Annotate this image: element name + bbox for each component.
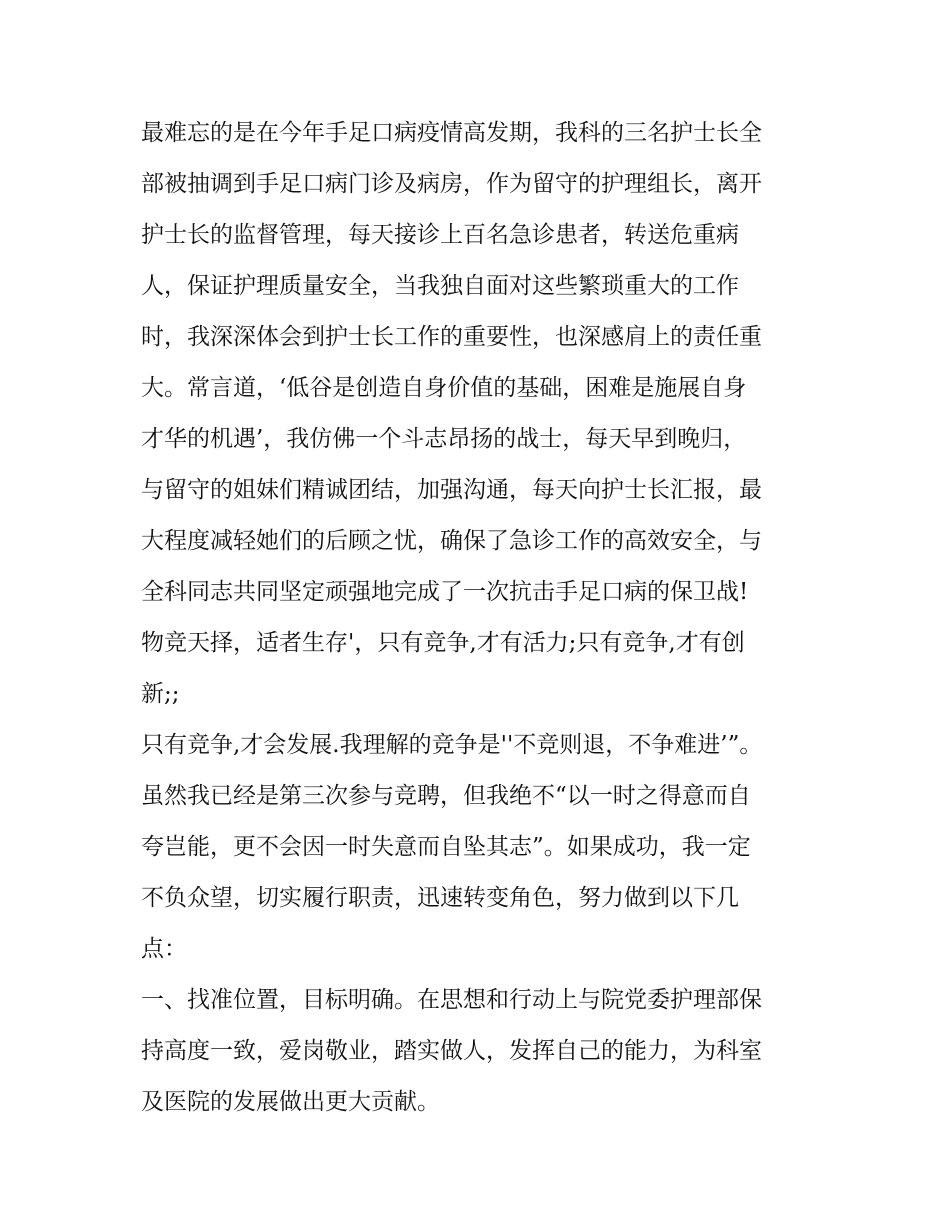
text-line: 与留守的姐妹们精诚团结，加强沟通，每天向护士长汇报，最 <box>141 477 762 503</box>
text-line: 人，保证护理质量安全，当我独自面对这些繁琐重大的工作 <box>141 273 739 299</box>
text-line: 持高度一致，爱岗敬业，踏实做人，发挥自己的能力，为科室 <box>141 1038 762 1064</box>
text-line: 时，我深深体会到护士长工作的重要性，也深感肩上的责任重 <box>141 324 762 350</box>
text-line: 及医院的发展做出更大贡献。 <box>141 1089 440 1115</box>
text-line: 点： <box>141 936 187 962</box>
text-line: 夸岂能，更不会因一时失意而自坠其志”。如果成功，我一定 <box>141 834 751 860</box>
text-line: 虽然我已经是第三次参与竞聘，但我绝不“以一时之得意而自 <box>141 783 751 809</box>
text-line: 大程度减轻她们的后顾之忧，确保了急诊工作的高效安全，与 <box>141 528 762 554</box>
text-line: 不负众望，切实履行职责，迅速转变角色，努力做到以下几 <box>141 885 739 911</box>
text-line: 全科同志共同坚定顽强地完成了一次抗击手足口病的保卫战! <box>141 579 749 605</box>
text-line: 才华的机遇’，我仿佛一个斗志昂扬的战士，每天早到晚归， <box>141 426 747 452</box>
text-line: 部被抽调到手足口病门诊及病房，作为留守的护理组长，离开 <box>141 171 762 197</box>
text-line: 最难忘的是在今年手足口病疫情高发期，我科的三名护士长全 <box>141 120 762 146</box>
text-line: 物竞天择，适者生存'，只有竞争,才有活力;只有竞争,才有创 <box>141 630 745 656</box>
text-line: 大。常言道，‘低谷是创造自身价值的基础，困难是施展自身 <box>141 375 747 401</box>
text-line: 一、找准位置，目标明确。在思想和行动上与院党委护理部保 <box>141 987 762 1013</box>
text-line: 护士长的监督管理，每天接诊上百名急诊患者，转送危重病 <box>141 222 739 248</box>
text-line: 新;; <box>141 681 180 707</box>
text-line: 只有竞争,才会发展.我理解的竞争是''不竞则退，不争难进’”。 <box>141 732 763 758</box>
body-text <box>141 108 821 1128</box>
